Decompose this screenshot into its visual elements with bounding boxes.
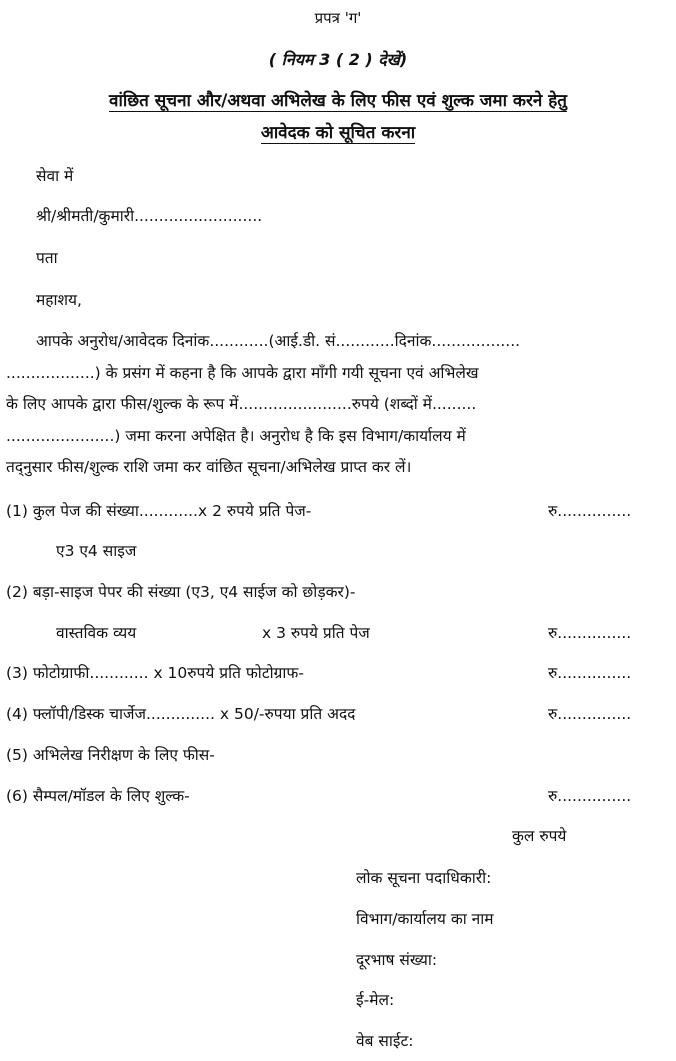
website-label: वेब साईट: bbox=[356, 1032, 414, 1050]
body-line-2: ..................) के प्रसंग में कहना है कि आपके द्वारा माँगी गयी सूचना एवं अभिलेख bbox=[6, 364, 479, 382]
fee-item-5: (5) अभिलेख निरीक्षण के लिए फीस- bbox=[6, 746, 215, 764]
fee-item-3-amount: रु............... bbox=[548, 664, 632, 682]
recipient-name-line: श्री/श्रीमती/कुमारी.......................... bbox=[36, 207, 263, 225]
fee-item-6: (6) सैम्पल/मॉडल के लिए शुल्क- bbox=[6, 787, 190, 805]
fee-item-2-sub: वास्तविक व्यय bbox=[56, 624, 137, 642]
fee-item-2-rate: x 3 रुपये प्रति पेज bbox=[262, 624, 370, 642]
fee-item-4-amount: रु............... bbox=[548, 705, 632, 723]
department-label: विभाग/कार्यालय का नाम bbox=[356, 910, 494, 928]
rule-reference: ( नियम 3 ( 2 ) देखें) bbox=[268, 50, 408, 69]
body-line-5: तद्नुसार फीस/शुल्क राशि जमा कर वांछित सूचना/अभिलेख प्राप्त कर लें। bbox=[6, 458, 412, 476]
body-line-3: के लिए आपके द्वारा फीस/शुल्क के रूप में.......................रुपये (शब्दों में......... bbox=[6, 395, 477, 413]
total-label: कुल रुपये bbox=[512, 827, 567, 845]
fee-item-3: (3) फोटोग्राफी............ x 10रुपये प्रति फोटोग्राफ- bbox=[6, 664, 304, 682]
salutation: महाशय, bbox=[36, 291, 82, 309]
fee-item-1-sub: ए3 ए4 साइज bbox=[56, 542, 137, 560]
fee-item-6-amount: रु............... bbox=[548, 787, 632, 805]
fee-item-1: (1) कुल पेज की संख्या............x 2 रुपये प्रति पेज- bbox=[6, 502, 312, 520]
officer-label: लोक सूचना पदाधिकारी: bbox=[356, 869, 492, 887]
email-label: ई-मेल: bbox=[356, 991, 395, 1009]
form-label: प्रपत्र 'ग' bbox=[314, 9, 362, 27]
fee-item-1-amount: रु............... bbox=[548, 502, 632, 520]
title-line-2: आवेदक को सूचित करना bbox=[260, 123, 416, 143]
body-line-4: ......................) जमा करना अपेक्षित है। अनुरोध है कि इस विभाग/कार्यालय में bbox=[6, 427, 466, 445]
fee-item-2: (2) बड़ा-साइज पेपर की संख्या (ए3, ए4 साईज को छोड़कर)- bbox=[6, 583, 356, 601]
fee-item-4: (4) फ्लॉपी/डिस्क चार्जेज.............. x 50/-रुपया प्रति अदद bbox=[6, 705, 356, 723]
title-line-1: वांछित सूचना और/अथवा अभिलेख के लिए फीस एवं शुल्क जमा करने हेतु bbox=[109, 91, 567, 111]
address-label: पता bbox=[36, 249, 58, 267]
fee-item-2-amount: रु............... bbox=[548, 624, 632, 642]
phone-label: दूरभाष संख्या: bbox=[356, 951, 438, 969]
to-label: सेवा में bbox=[36, 167, 74, 185]
body-line-1: आपके अनुरोध/आवेदक दिनांक............(आई.डी. सं............दिनांक.................. bbox=[36, 332, 521, 350]
